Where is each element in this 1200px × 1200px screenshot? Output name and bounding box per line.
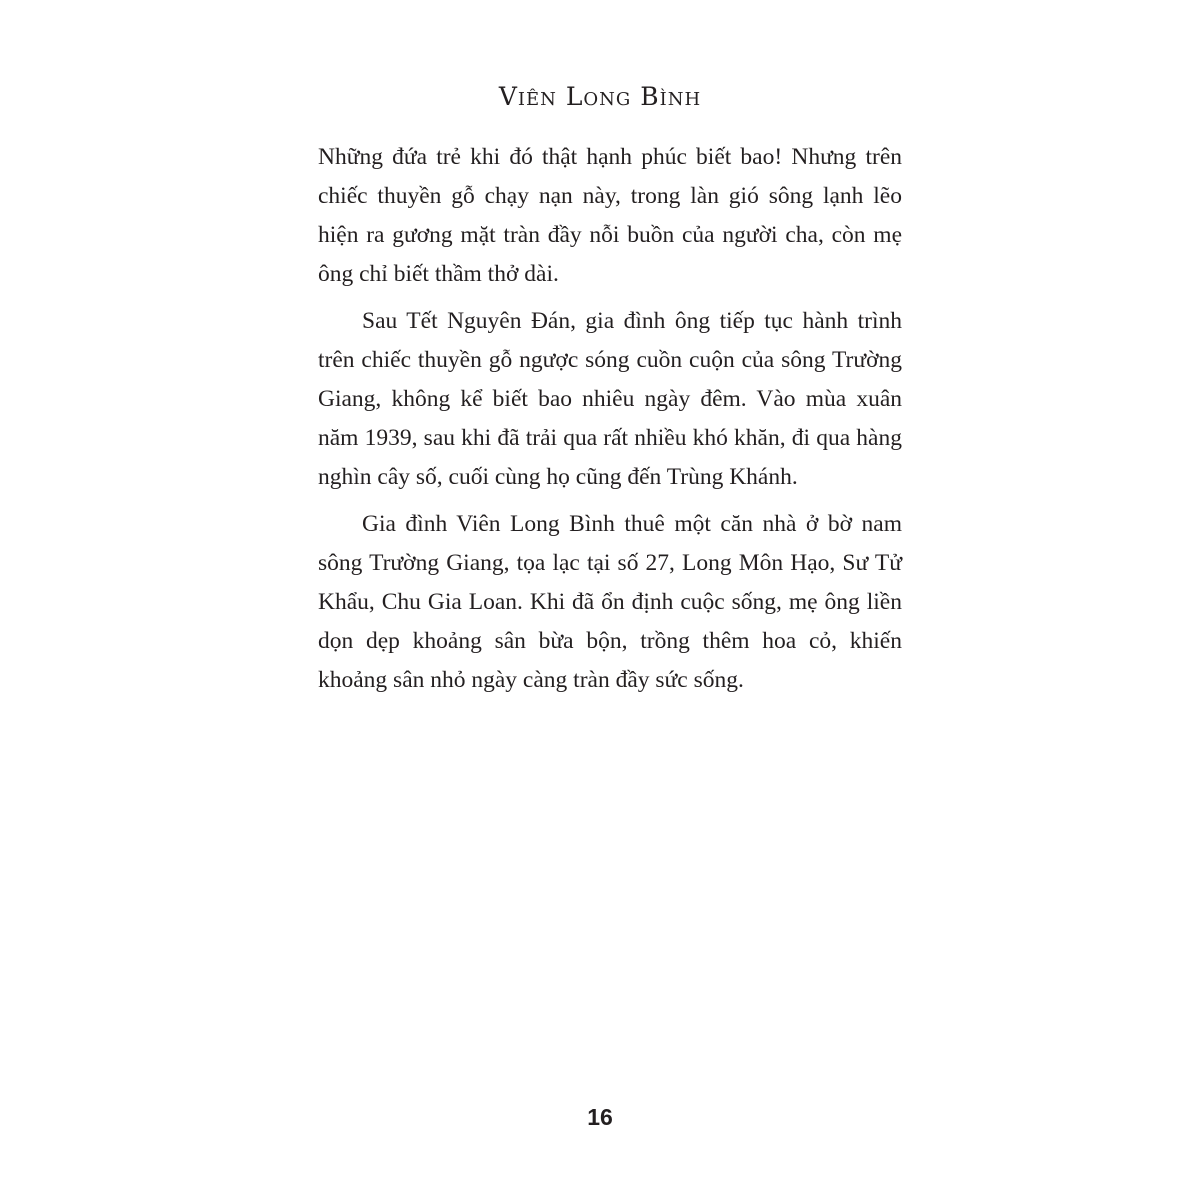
paragraph-3: Gia đình Viên Long Bình thuê một căn nhà ở bờ nam sông Trường Giang, tọa lạc tại số 27, Long Môn Hạo, Sư Tử Khẩu, Chu Gia Loan. Khi đã ổn định cuộc sống, mẹ ông liền dọn dẹp khoảng sân bừa bộn, trồng thêm hoa cỏ, khiến khoảng sân nhỏ ngày càng tràn đầy sức sống. (318, 511, 902, 693)
running-header: Viên Long Bình (498, 82, 702, 111)
paragraph-1: Những đứa trẻ khi đó thật hạnh phúc biết bao! Nhưng trên chiếc thuyền gỗ chạy nạn này, trong làn gió sông lạnh lẽo hiện ra gương mặt tràn đầy nỗi buồn của người cha, còn mẹ ông chỉ biết thầm thở dài. (318, 144, 902, 287)
paragraph-2: Sau Tết Nguyên Đán, gia đình ông tiếp tục hành trình trên chiếc thuyền gỗ ngược sóng cuồn cuộn của sông Trường Giang, không kể biết bao nhiêu ngày đêm. Vào mùa xuân năm 1939, sau khi đã trải qua rất nhiều khó khăn, đi qua hàng nghìn cây số, cuối cùng họ cũng đến Trùng Khánh. (318, 308, 902, 490)
body-text (318, 138, 902, 708)
page-number: 16 (587, 1104, 613, 1130)
